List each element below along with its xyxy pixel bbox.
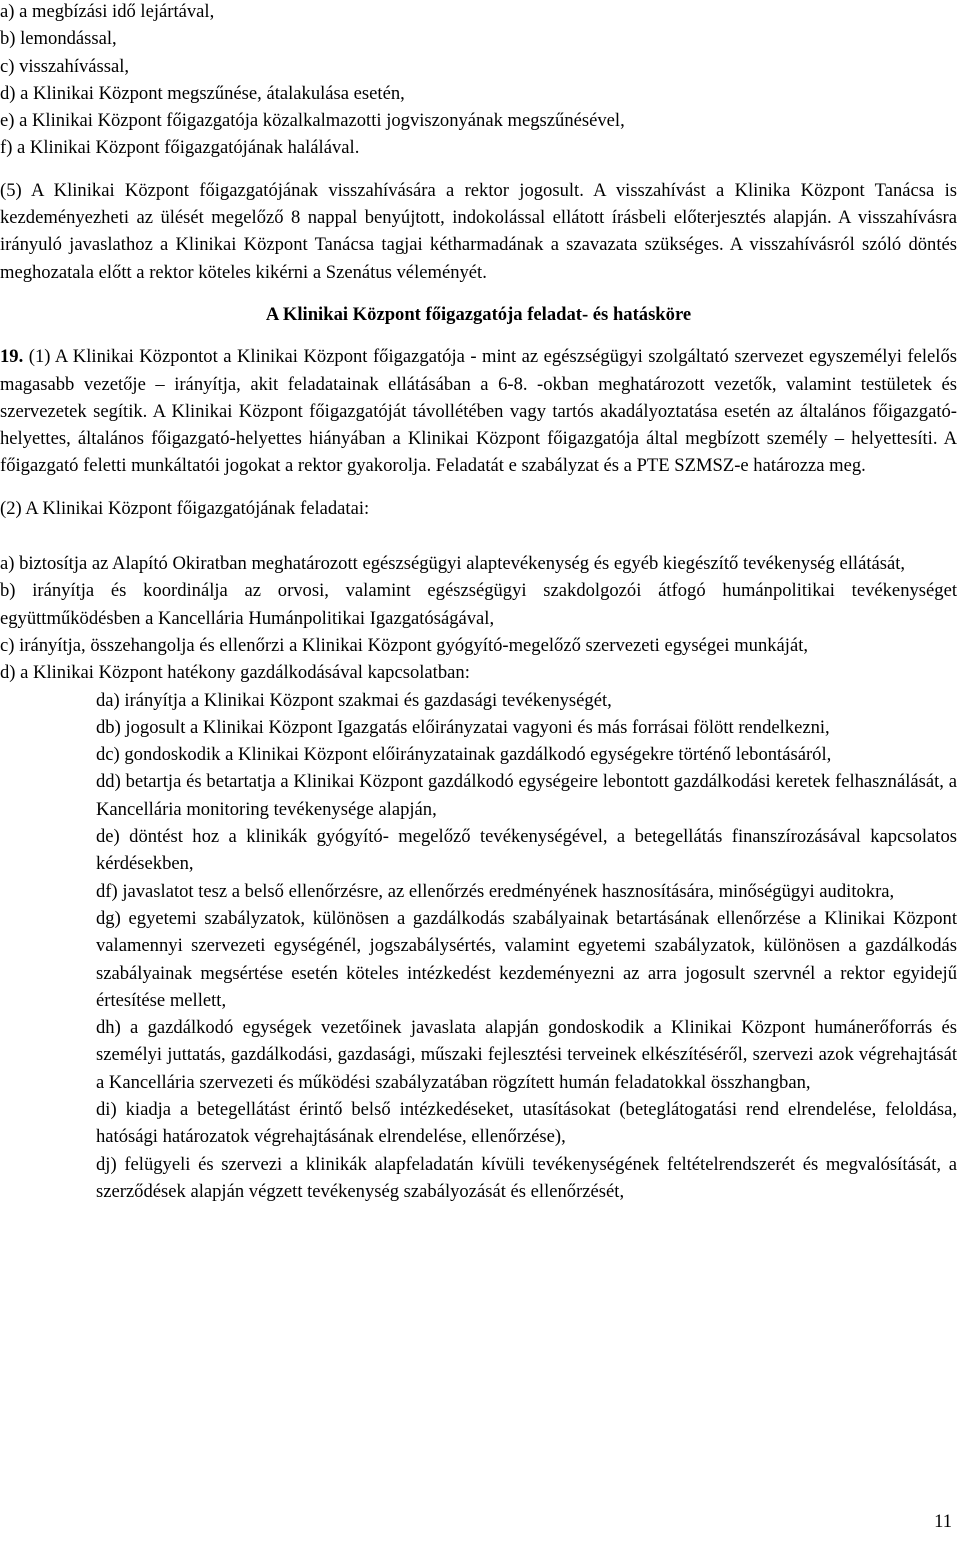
paragraph-5: (5) A Klinikai Központ főigazgatójának visszahívására a rektor jogosult. A visszahívást a Klinika Központ Tanácsa is kezdeményezheti az ülését megelőző 8 nappal benyújtott, indokolással ellátott írásbeli előterjesztés alapján. A visszahívásra irányuló javaslathoz a Klinikai Központ Tanácsa tagjai kétharmadának a szavazata szükséges. A visszahívásról szóló döntés meghozatala előtt a rektor köteles kikérni a Szenátus véleményét. xyxy=(0,179,957,283)
sublist-item: di) kiadja a betegellátást érintő belső intézkedéseket, utasításokat (beteglátogatási rend elrendelése, feloldása, hatósági határozatok végrehajtásának elrendelése, ellenőrzése), xyxy=(96,1098,957,1148)
termination-list xyxy=(0,0,957,162)
sublist-item: dj) felügyeli és szervezi a klinikák alapfeladatán kívüli tevékenységének feltételrendszerét és megvalósítását, a szerződések alapján végzett tevékenység szabályozását és ellenőrzését, xyxy=(96,1153,957,1202)
list-item: f) a Klinikai Központ főigazgatójának halálával. xyxy=(0,137,360,159)
list-item: c) irányítja, összehangolja és ellenőrzi a Klinikai Központ gyógyító-megelőző szervezeti egységei munkáját, xyxy=(0,634,809,656)
list-item: a) a megbízási idő lejártával, xyxy=(0,1,215,22)
page-number: 11 xyxy=(934,1511,952,1532)
section-heading: A Klinikai Központ főigazgatója feladat- és hatásköre xyxy=(265,303,692,325)
sublist-item: de) döntést hoz a klinikák gyógyító- megelőző tevékenységével, a betegellátás finanszírozásával kapcsolatos kérdésekben, xyxy=(96,826,957,875)
sublist-item: db) jogosult a Klinikai Központ Igazgatás előirányzatai vagyoni és más forrásai fölött rendelkezni, xyxy=(96,716,830,738)
list-item: a) biztosítja az Alapító Okiratban meghatározott egészségügyi alaptevékenység és egyéb kiegészítő tevékenység ellátását, xyxy=(0,553,906,575)
list-item: d) a Klinikai Központ hatékony gazdálkodásával kapcsolatban: xyxy=(0,662,470,684)
section-19-text: (1) A Klinikai Központot a Klinikai Központ főigazgatója - mint az egészségügyi szolgáltató szervezet egyszemélyi felelős magasabb vezetője – irányítja, akit feladatainak ellátásában a 6-8. -okban meghatározott vezetők, valamint testületek és szervezetek segítik. A Klinikai Központ főigazgatóját távollétében vagy tartós akadályoztatása esetén az általános főigazgató-helyettes, általános főigazgató-helyettes hiányában a Klinikai Központ főigazgatója által megbízott személy – helyettesíti. A főigazgató feletti munkáltatói jogokat a rektor gyakorolja. Feladatát e szabályzat és a PTE SZMSZ-e határozza meg. xyxy=(0,346,957,477)
spacer xyxy=(0,522,957,550)
list-item: e) a Klinikai Központ főigazgatója közalkalmazotti jogviszonyának megszűnésével, xyxy=(0,110,625,132)
sublist-item: df) javaslatot tesz a belső ellenőrzésre, az ellenőrzés eredményének hasznosítására, minőségügyi auditokra, xyxy=(96,880,895,902)
sublist-item: dh) a gazdálkodó egységek vezetőinek javaslata alapján gondoskodik a Klinikai Központ humánerőforrás és személyi juttatás, gazdálkodási, gazdasági, műszaki fejlesztési terveinek elkészítéséről, szervezi azok végrehajtását a Kancellária szervezeti és működési szabályzatában rögzített humán feladatokkal összhangban, xyxy=(96,1017,957,1093)
section-19-paragraph-1 xyxy=(0,343,957,479)
list-item: d) a Klinikai Központ megszűnése, átalakulása esetén, xyxy=(0,82,405,104)
sublist-item: da) irányítja a Klinikai Központ szakmai és gazdasági tevékenységét, xyxy=(96,689,612,711)
sublist-item: dd) betartja és betartatja a Klinikai Központ gazdálkodó egységeire lebontott gazdálkodási keretek felhasználását, a Kancellária monitoring tevékenysége alapján, xyxy=(96,771,957,820)
list-item: c) visszahívással, xyxy=(0,55,130,77)
list-item: b) lemondással, xyxy=(0,28,117,50)
list-item: b) irányítja és koordinálja az orvosi, valamint egészségügyi szakdolgozói átfogó humánpolitikai tevékenységet együttműködésben a Kancellária Humánpolitikai Igazgatóságával, xyxy=(0,580,957,629)
section-number: 19. xyxy=(0,346,24,368)
paragraph-2-intro: (2) A Klinikai Központ főigazgatójának feladatai: xyxy=(0,497,370,519)
sublist-item: dg) egyetemi szabályzatok, különösen a gazdálkodás szabályainak betartásának ellenőrzése a Klinikai Központ valamennyi szervezeti egységénél, jogszabálysértés, valamint egyetemi szabályzatok, különösen a gazdálkodás szabályainak megsértése esetén köteles intézkedést kezdeményezni az arra jogosult szervnél a rektor egyidejű értesítése mellett, xyxy=(96,907,957,1011)
task-list xyxy=(0,550,957,686)
economic-task-sublist xyxy=(0,687,957,1206)
sublist-item: dc) gondoskodik a Klinikai Központ előirányzatainak gazdálkodó egységekre történő lebontásáról, xyxy=(96,744,832,766)
